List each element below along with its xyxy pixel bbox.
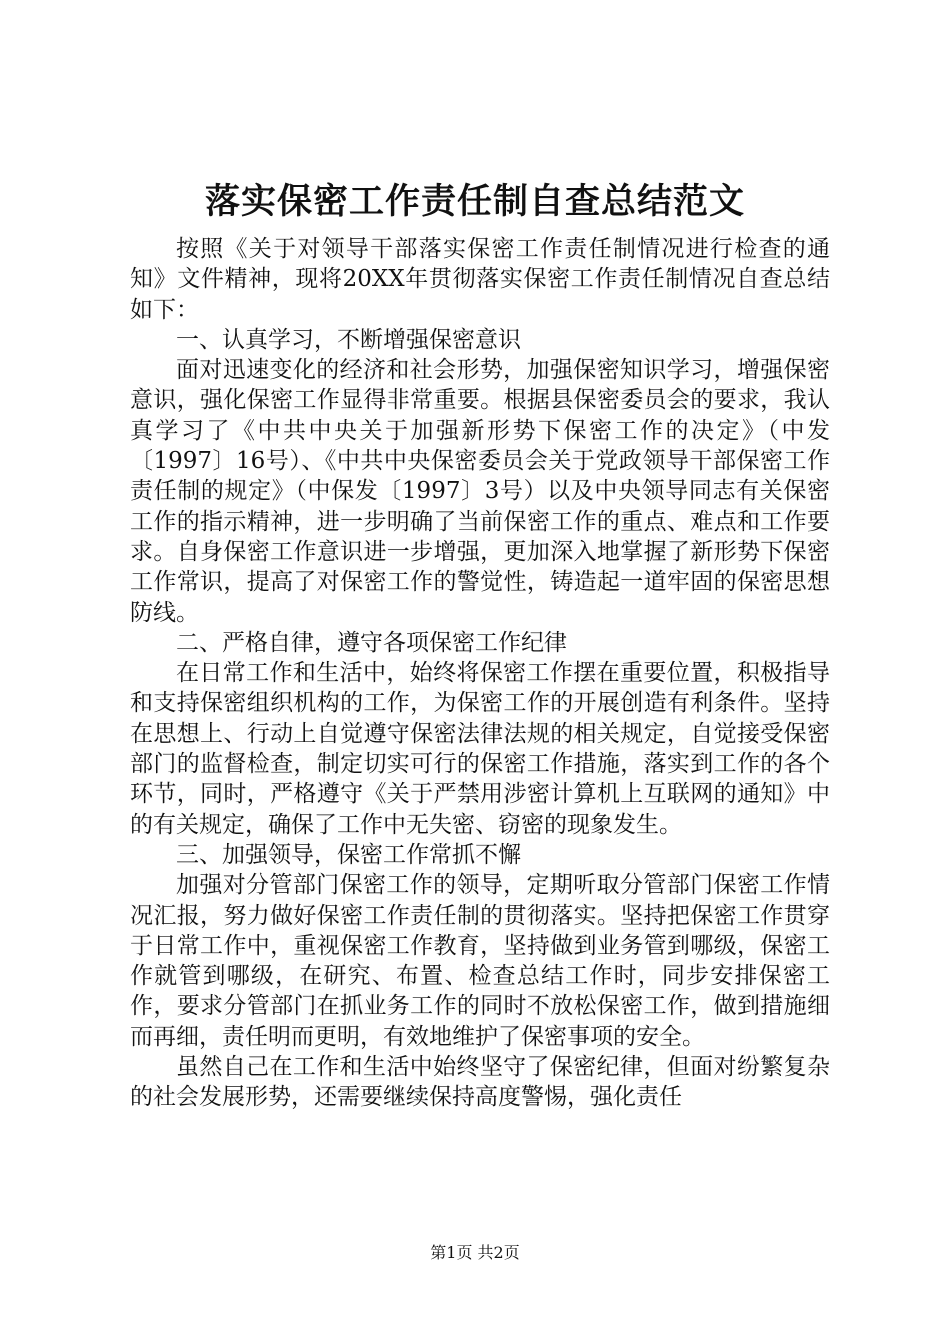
section-paragraph-3: 加强对分管部门保密工作的领导，定期听取分管部门保密工作情况汇报，努力做好保密工作责任制的贯彻落实。坚持把保密工作贯穿于日常工作中，重视保密工作教育，坚持做到业务管到哪级，保密工作就管到哪级，在研究、布置、检查总结工作时，同步安排保密工作，要求分管部门在抓业务工作的同时不放松保密工作，做到措施细而再细，责任明而更明，有效地维护了保密事项的安全。 [130,872,830,1050]
document-title: 落实保密工作责任制自查总结范文 [204,181,745,222]
section-paragraph-2: 在日常工作和生活中，始终将保密工作摆在重要位置，积极指导和支持保密组织机构的工作，为保密工作的开展创造有利条件。坚持在思想上、行动上自觉遵守保密法律法规的相关规定，自觉接受保密部门的监督检查，制定切实可行的保密工作措施，落实到工作的各个环节，同时，严格遵守《关于严禁用涉密计算机上互联网的通知》中的有关规定，确保了工作中无失密、窃密的现象发生。 [130,660,830,838]
section-heading-2: 二、严格自律，遵守各项保密工作纪律 [176,629,567,656]
intro-paragraph: 按照《关于对领导干部落实保密工作责任制情况进行检查的通知》文件精神，现将20XX年贯彻落实保密工作责任制情况自查总结如下： [130,236,830,323]
closing-paragraph: 虽然自己在工作和生活中始终坚守了保密纪律，但面对纷繁复杂的社会发展形势，还需要继续保持高度警惕，强化责任 [130,1054,830,1111]
section-heading-3: 三、加强领导，保密工作常抓不懈 [176,841,521,868]
document-body [130,234,830,1113]
page-number-footer: 第1页 共2页 [430,1243,520,1262]
section-paragraph-1: 面对迅速变化的经济和社会形势，加强保密知识学习，增强保密意识，强化保密工作显得非常重要。根据县保密委员会的要求，我认真学习了《中共中央关于加强新形势下保密工作的决定》（中发〔1997〕16号）、《中共中央保密委员会关于党政领导干部保密工作责任制的规定》（中保发〔1997〕3号）以及中央领导同志有关保密工作的指示精神，进一步明确了当前保密工作的重点、难点和工作要求。自身保密工作意识进一步增强，更加深入地掌握了新形势下保密工作常识，提高了对保密工作的警觉性，铸造起一道牢固的保密思想防线。 [130,357,830,626]
section-heading-1: 一、认真学习，不断增强保密意识 [176,326,521,353]
